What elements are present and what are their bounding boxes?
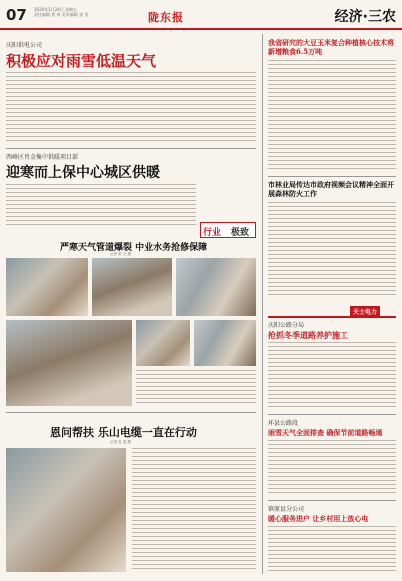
photo-4: [6, 320, 132, 406]
article-2-kicker: 西峰区肖金集中供暖项目部: [6, 154, 79, 161]
column-divider: [262, 34, 263, 574]
article-5-body: [268, 202, 396, 298]
article-6-body: [268, 342, 396, 410]
article-1-kicker: 庆阳供电公司: [6, 42, 43, 49]
divider: [6, 412, 256, 413]
masthead: 陇东报: [148, 11, 184, 24]
article-1-title: 积极应对雨雪低温天气: [6, 52, 157, 70]
article-9-title: 恩问帮扶 乐山电缆一直在行动: [50, 426, 197, 439]
article-8-kicker: 镇原县分公司: [268, 506, 305, 513]
divider: [6, 148, 256, 149]
photo-3: [176, 258, 256, 316]
page-number: 07: [6, 6, 27, 24]
article-7-body: [268, 440, 396, 496]
divider: [268, 414, 396, 415]
section-banner: 天士电力: [350, 306, 380, 317]
ad-box: [200, 222, 256, 238]
article-6-title: 抢抓冬季道路养护施工: [268, 330, 348, 340]
article-3-title: 严寒天气管道爆裂 中业水务抢修保障: [60, 243, 208, 253]
photo-1: [6, 258, 88, 316]
date-line: 2020年1月24日 星期五 责任编辑 贾 伟 美术编辑 张 莹: [34, 7, 89, 17]
divider: [268, 500, 396, 501]
article-4-body: [268, 60, 396, 172]
article-7-kicker: 环县公路段: [268, 420, 299, 427]
article-2-title: 迎寒而上保中心城区供暖: [6, 165, 160, 181]
article-9-byline: 记者 吴 斐 摄: [110, 440, 131, 444]
photo-7: [6, 448, 126, 572]
article-8-body: [268, 526, 396, 574]
photo-2: [92, 258, 172, 316]
red-rule: [268, 316, 396, 318]
section-title: 经济·三农: [334, 9, 396, 25]
article-2-body: [6, 184, 196, 228]
article-3-caption: [136, 370, 256, 406]
divider: [268, 176, 396, 177]
article-7-title: 雨雪天气全面排查 确保节前道路畅通: [268, 428, 383, 437]
ad-logo-text: 行业: [203, 228, 222, 238]
ad-brand-text: 极致: [231, 228, 250, 238]
article-5-title: 市林业局传达市政府视频会议精神全面开展森林防火工作: [268, 180, 394, 198]
photo-5: [136, 320, 190, 366]
article-1-body: [6, 72, 256, 144]
article-3-byline: 记者 张 文 摄: [110, 252, 131, 256]
article-4-title: 我省研究的大豆玉米复合种植核心技术将新增粮食6.5万吨: [268, 38, 394, 56]
photo-6: [194, 320, 256, 366]
article-6-kicker: 庆阳公路分局: [268, 322, 305, 329]
article-9-body: [132, 448, 256, 572]
page-header: [0, 0, 402, 30]
article-8-title: 暖心服务进户 让乡村用上放心电: [268, 514, 369, 523]
